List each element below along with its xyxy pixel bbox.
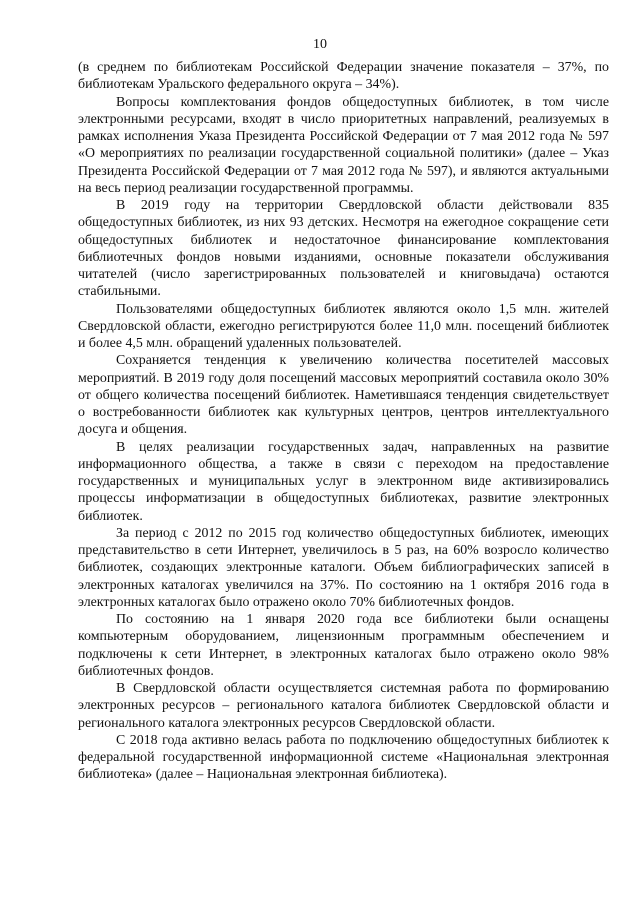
paragraph-national-library: С 2018 года активно велась работа по подключению общедоступных библиотек к федеральной государственной информационной системе «Национальная электронная библиотека» (далее – Национальная электронная библиотека). — [78, 732, 609, 783]
paragraph-equipment-2020: По состоянию на 1 января 2020 года все библиотеки были оснащены компьютерным оборудованием, лицензионным программным обеспечением и подключены к сети Интернет, в электронных каталогах было отражено около 98% библиотечных фондов. — [78, 612, 609, 679]
paragraph-regional-catalog: В Свердловской области осуществляется системная работа по формированию электронных ресурсов – регионального каталога библиотек Свердловской области и регионального каталога электронных ресурсов Свердловской области. — [78, 681, 609, 731]
paragraph-internet-representation: За период с 2012 по 2015 год количество общедоступных библиотек, имеющих представительство в сети Интернет, увеличилось в 5 раз, на 60% возросло количество библиотек, создающих электронные каталоги. Объем библиографических записей в электронных каталогах увеличился на 37%. По состоянию на 1 октября 2016 года в электронных каталогах было отражено около 70% библиотечных фондов. — [78, 525, 609, 610]
paragraph-informatization: В целях реализации государственных задач, направленных на развитие информационного общества, а также в связи с переходом на предоставление государственных и муниципальных услуг в электронном виде активизировались процессы информатизации в общедоступных библиотеках, развитие электронных библиотек. — [78, 439, 609, 524]
paragraph-library-network-2019: В 2019 году на территории Свердловской области действовали 835 общедоступных библиотек, из них 93 детских. Несмотря на ежегодное сокращение сети общедоступных библиотек и недостаточное финансирование комплектования библиотечных фондов новыми изданиями, основные показатели обслуживания читателей (число зарегистрированных пользователей и книговыдача) остаются стабильными. — [78, 198, 609, 300]
paragraph-continuation: (в среднем по библиотекам Российской Федерации значение показателя – 37%, по библиотекам Уральского федерального округа – 34%). — [78, 60, 609, 93]
paragraph-library-acquisition: Вопросы комплектования фондов общедоступных библиотек, в том числе электронными ресурсами, входят в число приоритетных направлений, реализуемых в рамках исполнения Указа Президента Российской Федерации от 7 мая 2012 года № 597 «О мероприятиях по реализации государственной социальной политики» (далее – Указ Президента Российской Федерации от 7 мая 2012 года № 597), и являются актуальными на весь период реализации государственной программы. — [78, 94, 609, 196]
paragraph-mass-events: Сохраняется тенденция к увеличению количества посетителей массовых мероприятий. В 2019 году доля посещений массовых мероприятий составила около 30% от общего количества посещений библиотек. Наметившаяся тенденция свидетельствует о востребованности библиотек как культурных центров, центров интеллектуального досуга и общения. — [78, 353, 609, 438]
paragraph-library-users: Пользователями общедоступных библиотек являются около 1,5 млн. жителей Свердловской области, ежегодно регистрируются более 11,0 млн. посещений библиотек и более 4,5 млн. обращений удаленных пользователей. — [78, 301, 609, 351]
page-number: 10 — [313, 37, 327, 52]
document-body — [78, 59, 609, 784]
